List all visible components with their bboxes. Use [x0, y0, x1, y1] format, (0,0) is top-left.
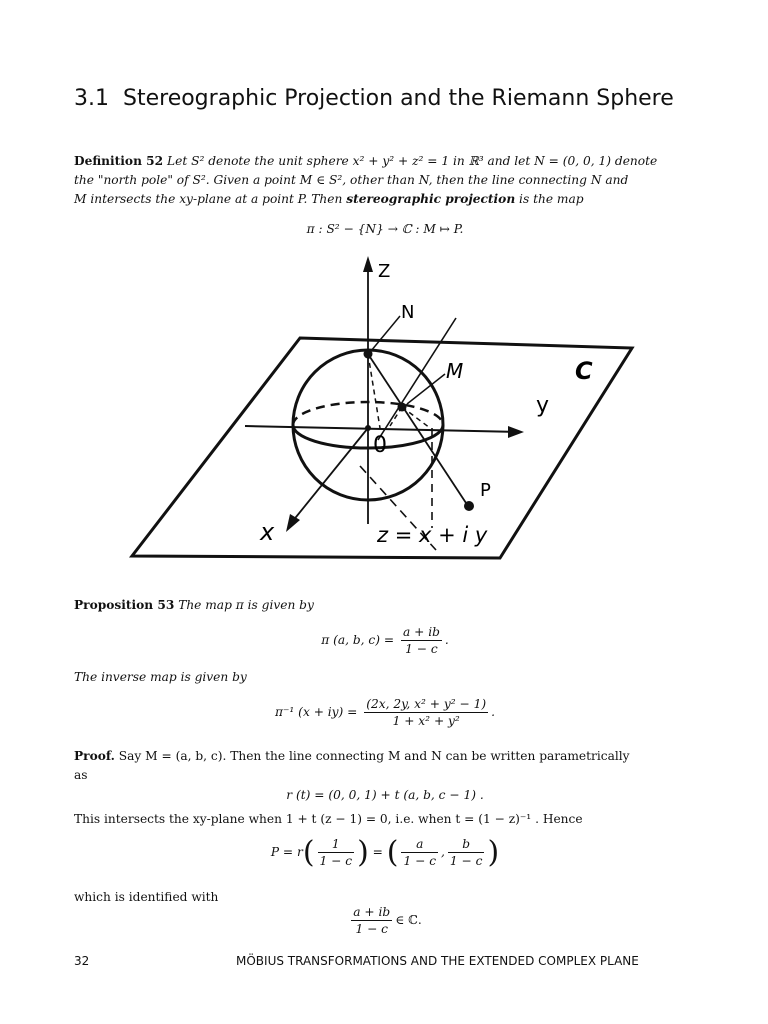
- definition-line-3a: M intersects the xy-plane at a point P. Then: [74, 192, 347, 206]
- proposition-equation: π (a, b, c) = $\frac{a + ib}{1 - c}$ .: [321, 625, 449, 656]
- proposition-statement: [74, 596, 696, 615]
- origin-label: 0: [373, 433, 387, 458]
- origin-point: [365, 425, 371, 431]
- definition-label: Definition 52: [74, 154, 164, 168]
- proposition-eq-lhs: π (a, b, c) =: [321, 633, 395, 647]
- section-heading: [74, 86, 714, 111]
- running-title: MÖBIUS TRANSFORMATIONS AND THE EXTENDED COMPLEX PLANE: [236, 954, 639, 968]
- definition-block: [74, 152, 696, 209]
- section-title: Stereographic Projection and the Riemann Sphere: [123, 86, 674, 111]
- stereographic-figure: [120, 250, 660, 570]
- definition-map: π : S² − {N} → ℂ : M ↦ P.: [306, 222, 464, 236]
- point-m: [398, 403, 407, 412]
- proof-paragraph: [74, 747, 696, 785]
- c-label: C: [575, 357, 593, 385]
- definition-line-1: Let S² denote the unit sphere x² + y² + z² = 1 in ℝ³ and let N = (0, 0, 1) denote: [167, 154, 658, 168]
- z-equation: z = x + i y: [377, 523, 488, 547]
- section-number: 3.1: [74, 86, 109, 111]
- page-number: 32: [74, 954, 90, 968]
- z-axis-arrow: [363, 256, 373, 272]
- proof-line-1: Say M = (a, b, c). Then the line connecting M and N can be written parametrically: [118, 749, 630, 763]
- proof-final-equation: $\frac{a + ib}{1 - c}$ ∈ ℂ.: [353, 905, 422, 936]
- y-axis: [245, 426, 520, 432]
- definition-term: stereographic projection: [346, 192, 516, 206]
- proof-parametric-eq: r (t) = (0, 0, 1) + t (a, b, c − 1) .: [286, 788, 484, 802]
- inverse-equation: π⁻¹ (x + iy) = $\frac{\text{(2x, 2y, x² + y² − 1)}}{\text{1 + x² + y²}}$ .: [274, 697, 496, 728]
- inverse-eq-lhs: π⁻¹ (x + iy) =: [274, 705, 358, 719]
- z-axis-label: Z: [378, 261, 391, 282]
- point-p: [464, 501, 474, 511]
- y-axis-arrow: [508, 426, 524, 438]
- inverse-text: The inverse map is given by: [74, 670, 247, 684]
- y-axis-label: y: [536, 393, 550, 418]
- x-axis-label: x: [260, 518, 275, 546]
- n-label: N: [401, 302, 415, 323]
- definition-line-3c: is the map: [515, 192, 584, 206]
- x-axis: [292, 428, 368, 522]
- proposition-fraction: $\frac{a + ib}{1 - c}$: [402, 625, 440, 656]
- point-n: [364, 350, 373, 359]
- proposition-text: The map π is given by: [178, 598, 314, 612]
- p-label: P: [480, 480, 491, 501]
- proof-p-equation: P = r( $\frac{1}{1 - c}$ ) = ( $\frac{a}{1 - c}$ , $\frac{b}{1 - c}$ ): [270, 835, 500, 870]
- m-label: M: [446, 359, 464, 383]
- proof-line-4: which is identified with: [74, 890, 219, 904]
- proposition-label: Proposition 53: [74, 598, 175, 612]
- inverse-fraction: $\frac{\text{(2x, 2y, x² + y² − 1)}}{\text{1 + x² + y²}}$: [366, 697, 487, 728]
- proof-line-2: as: [74, 768, 88, 782]
- proof-line-3: This intersects the xy-plane when 1 + t (z − 1) = 0, i.e. when t = (1 − z)⁻¹ . Hence: [74, 812, 583, 826]
- definition-line-2: the "north pole" of S². Given a point M ∈ S², other than N, then the line connecting N and: [74, 173, 629, 187]
- x-axis-arrow: [286, 514, 300, 532]
- proof-label: Proof.: [74, 749, 115, 763]
